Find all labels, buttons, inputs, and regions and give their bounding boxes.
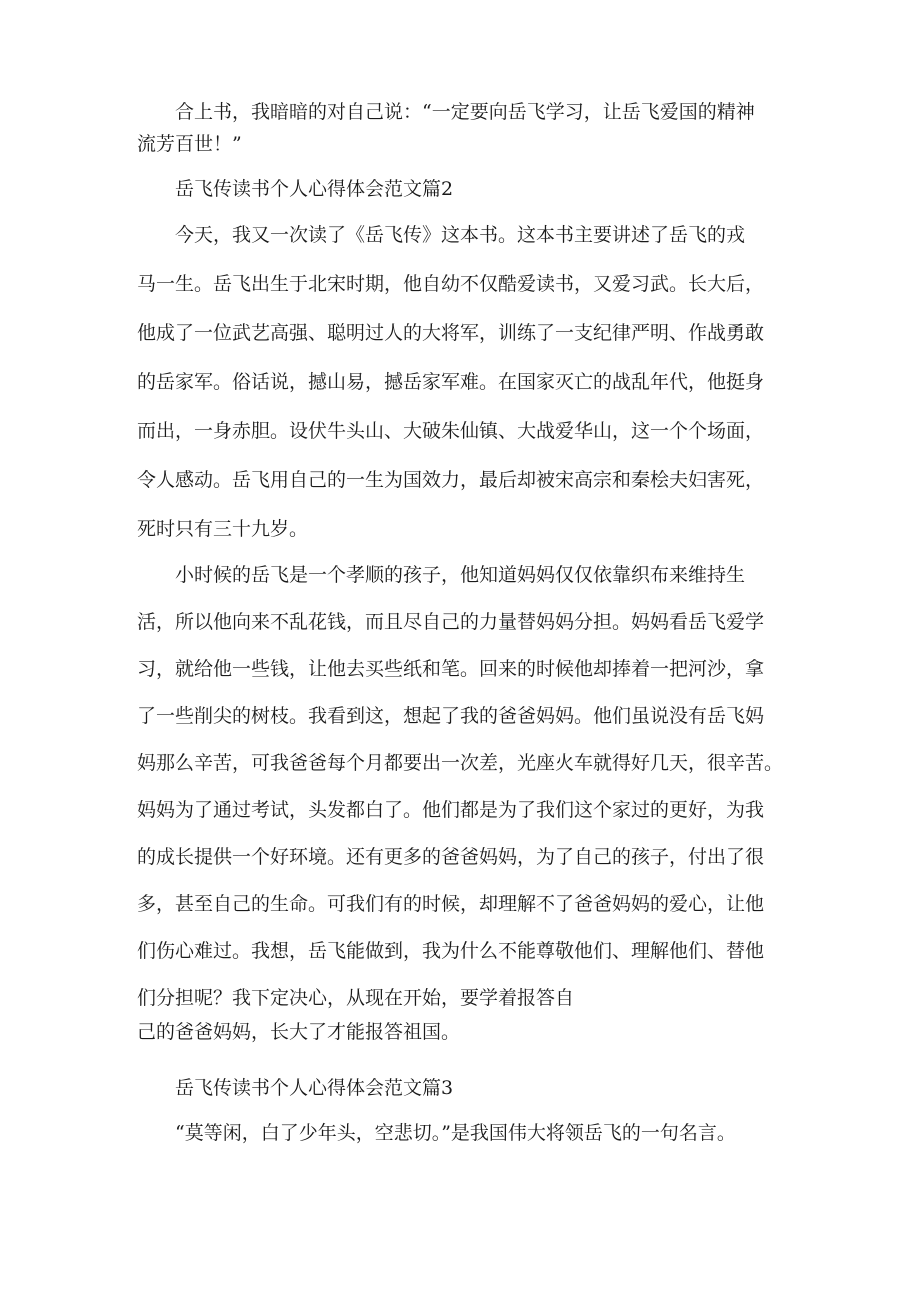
paragraph-3-line-2: 活，所以他向来不乱花钱，而且尽自己的力量替妈妈分担。妈妈看岳飞爱学 xyxy=(137,611,765,633)
paragraph-3-line-3: 习，就给他一些钱，让他去买些纸和笔。回来的时候他却捧着一把河沙，拿 xyxy=(137,658,765,680)
paragraph-3-line-7: 的成长提供一个好环境。还有更多的爸爸妈妈，为了自己的孩子，付出了很 xyxy=(137,846,765,868)
paragraph-3-line-1: 小时候的岳飞是一个孝顺的孩子，他知道妈妈仅仅依靠织布来维持生 xyxy=(175,564,746,586)
paragraph-3-line-9: 们伤心难过。我想，岳飞能做到，我为什么不能尊敬他们、理解他们、替他 xyxy=(137,940,765,962)
paragraph-2-line-3: 他成了一位武艺高强、聪明过人的大将军，训练了一支纪律严明、作战勇敢 xyxy=(137,322,765,344)
paragraph-2-line-6: 令人感动。岳飞用自己的一生为国效力，最后却被宋高宗和秦桧夫妇害死， xyxy=(137,469,765,491)
paragraph-2-line-4: 的岳家军。俗话说，撼山易，撼岳家军难。在国家灭亡的战乱年代，他挺身 xyxy=(137,371,765,393)
paragraph-3-line-4: 了一些削尖的树枝。我看到这，想起了我的爸爸妈妈。他们虽说没有岳飞妈 xyxy=(137,705,765,727)
section-heading-2: 岳飞传读书个人心得体会范文篇2 xyxy=(175,178,454,200)
paragraph-1-line-1: 合上书，我暗暗的对自己说：“一定要向岳飞学习，让岳飞爱国的精神 xyxy=(175,101,755,123)
paragraph-3-line-6: 妈妈为了通过考试，头发都白了。他们都是为了我们这个家过的更好，为我 xyxy=(137,799,765,821)
paragraph-1-line-2: 流芳百世！” xyxy=(137,133,242,155)
paragraph-2-line-2: 马一生。岳飞出生于北宋时期，他自幼不仅酷爱读书，又爱习武。长大后， xyxy=(137,273,765,295)
paragraph-2-line-1: 今天，我又一次读了《岳飞传》这本书。这本书主要讲述了岳飞的戎 xyxy=(175,224,746,246)
paragraph-2-line-7: 死时只有三十九岁。 xyxy=(137,518,309,540)
section-heading-3: 岳飞传读书个人心得体会范文篇3 xyxy=(175,1077,454,1099)
paragraph-3-line-5: 妈那么辛苦，可我爸爸每个月都要出一次差，光座火车就得好几天，很辛苦。 xyxy=(137,752,784,774)
paragraph-3-line-11: 己的爸爸妈妈，长大了才能报答祖国。 xyxy=(137,1021,461,1043)
paragraph-3-line-8: 多，甚至自己的生命。可我们有的时候，却理解不了爸爸妈妈的爱心，让他 xyxy=(137,893,765,915)
paragraph-4-line-1: “莫等闲，白了少年头，空悲切。”是我国伟大将领岳飞的一句名言。 xyxy=(175,1122,736,1144)
paragraph-2-line-5: 而出，一身赤胆。设伏牛头山、大破朱仙镇、大战爱华山，这一个个场面， xyxy=(137,420,765,442)
paragraph-3-line-10: 们分担呢？我下定决心，从现在开始，要学着报答自 xyxy=(137,987,575,1009)
